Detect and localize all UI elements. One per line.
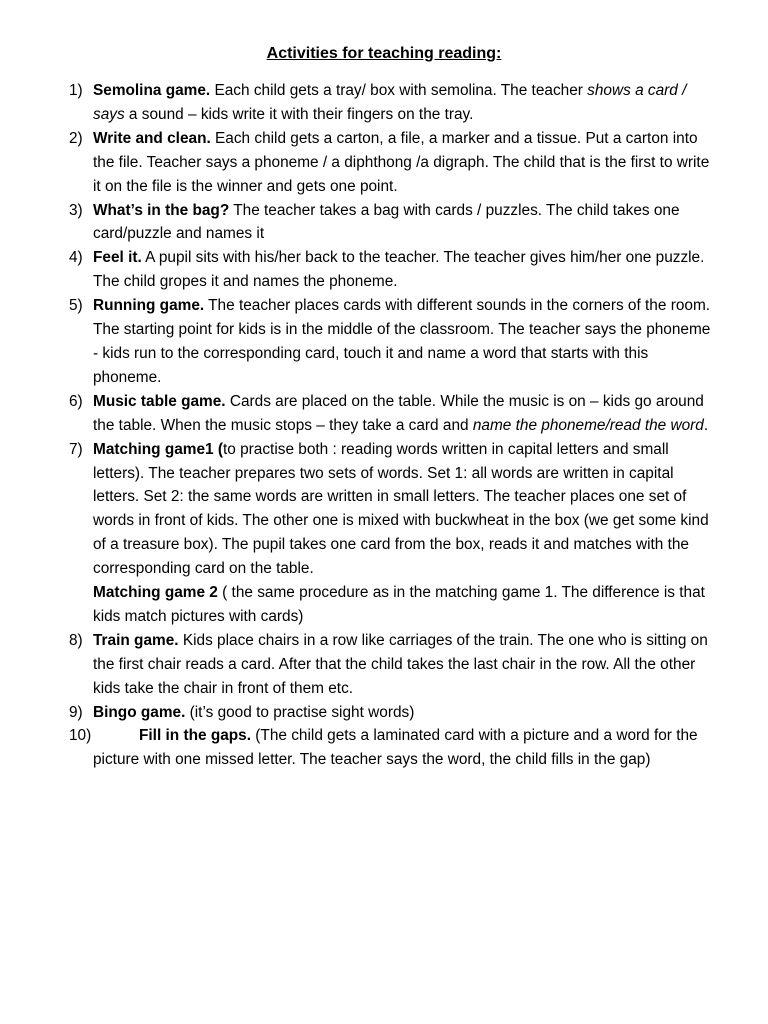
activity-name: Write and clean.: [93, 129, 211, 147]
list-item: [0, 79, 718, 127]
item-number: 9): [69, 703, 83, 721]
activity-name: Semolina game.: [93, 82, 211, 99]
item-number: 3): [69, 201, 83, 219]
activity-text: Each child gets a tray/ box with semolina. The teacher: [210, 82, 588, 99]
list-item: [0, 246, 718, 294]
activity-text: Each child gets a carton, a file, a marker and a tissue. Put a carton into the file. Teacher says a phoneme / a diphthong /a digraph. The child that is the first to write it on the file is the winner and gets one point.: [93, 129, 710, 195]
page-title: Activities for teaching reading:: [266, 45, 502, 62]
item-number: 5): [69, 297, 83, 315]
activity-name: Train game.: [93, 631, 179, 649]
sub-activity-name: Matching game 2: [93, 584, 218, 602]
list-item: [0, 390, 718, 438]
activity-text: to practise both : reading words written in capital letters and small letters). The teacher prepares two sets of words. Set 1: all words are written in capital letters. Set 2: the same words are written in small letters. The teacher places one set of words in front of kids. The other one is mixed with buckwheat in the box (we get some kind of a treasure box). The pupil takes one card from the box, reads it and matches with the corresponding card on the table.: [93, 440, 709, 578]
activity-text: .: [703, 416, 709, 434]
list-item: [0, 629, 718, 701]
activity-text-italic: shows a card / says: [93, 82, 687, 123]
activity-text: (it’s good to practise sight words): [185, 703, 415, 721]
activity-name: Fill in the gaps.: [139, 727, 252, 745]
sub-activity-text: ( the same procedure as in the matching game 1. The difference is that kids match pictures with cards): [93, 584, 705, 625]
item-number: 2): [69, 129, 83, 147]
activity-name: Bingo game.: [93, 703, 186, 721]
item-number: 6): [69, 392, 83, 410]
activity-text: A pupil sits with his/her back to the teacher. The teacher gives him/her one puzzle. The child gropes it and names the phoneme.: [93, 249, 705, 291]
activity-text: Cards are placed on the table. While the music is on – kids go around the table. When the music stops – they take a card and: [93, 392, 704, 434]
list-item: [0, 701, 718, 725]
activity-text: Kids place chairs in a row like carriages of the train. The one who is sitting on the first chair reads a card. After that the child takes the last chair in the row. All the other kids take the chair in front of them etc.: [93, 631, 708, 697]
item-number: 1): [69, 82, 83, 99]
list-item: [0, 724, 718, 772]
activity-text: a sound – kids write it with their fingers on the tray.: [124, 105, 474, 123]
activity-name: Music table game.: [93, 392, 226, 410]
activity-name: Running game.: [93, 297, 205, 315]
activity-text-italic: name the phoneme/read the word: [472, 416, 704, 434]
activity-name: Matching game1 (: [93, 440, 223, 458]
item-number: 8): [69, 631, 83, 649]
item-number: 4): [69, 249, 83, 267]
item-number: 7): [69, 440, 83, 458]
list-item: [0, 294, 718, 390]
item-number: 10): [69, 727, 92, 745]
activity-name: What’s in the bag?: [93, 201, 230, 219]
sub-activity: [93, 581, 718, 629]
activity-list: [0, 79, 768, 772]
activity-text: The teacher takes a bag with cards / puzzles. The child takes one card/puzzle and names it: [93, 201, 680, 243]
list-item: [0, 438, 718, 629]
activity-text: The teacher places cards with different sounds in the corners of the room. The starting point for kids is in the middle of the classroom. The teacher says the phoneme - kids run to the corresponding card, touch it and name a word that starts with this phoneme.: [93, 297, 711, 386]
activity-name: Feel it.: [93, 249, 142, 267]
list-item: [0, 127, 718, 199]
activity-text: (The child gets a laminated card with a picture and a word for the picture with one missed letter. The teacher says the word, the child fills in the gap): [93, 727, 698, 769]
list-item: [0, 199, 718, 247]
